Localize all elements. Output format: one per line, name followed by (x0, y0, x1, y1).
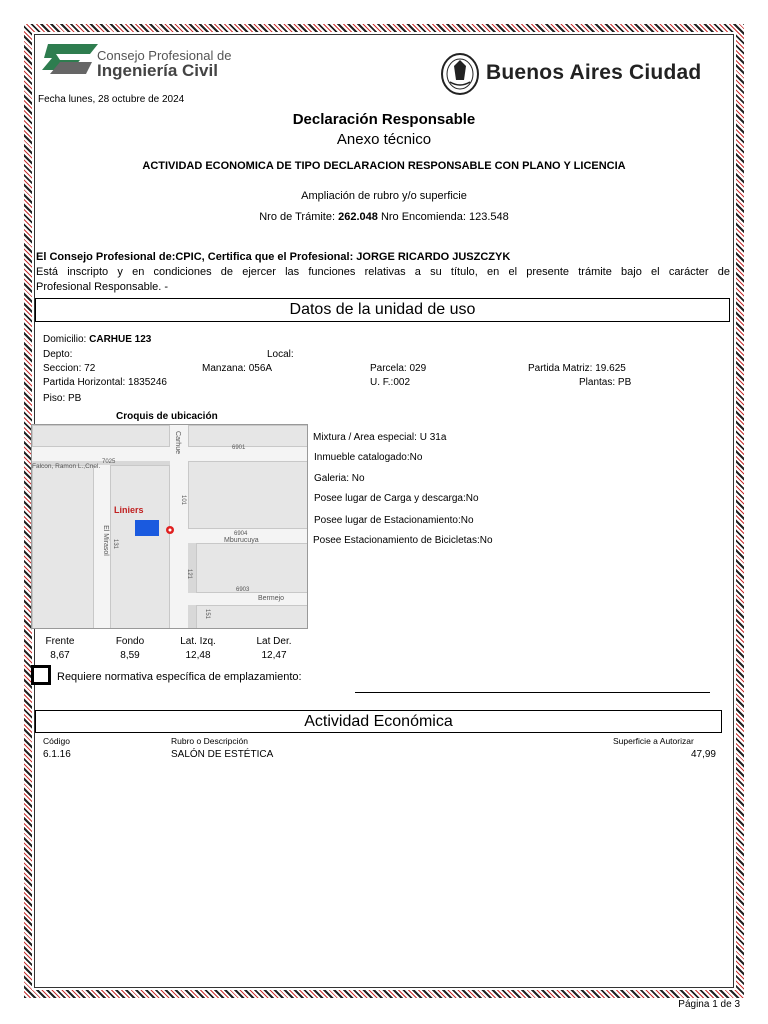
location-map (31, 424, 308, 629)
document-title: Declaración Responsable (292, 111, 476, 128)
tramite-line (34, 211, 734, 223)
partida-matriz-field: Partida Matriz: 19.625 (528, 363, 626, 374)
map-label-131: 131 (112, 538, 119, 550)
normativa-checkbox[interactable] (31, 665, 51, 685)
tramite-label: Nro de Trámite: (259, 211, 336, 223)
map-label-falcon: Falcon, Ramon L.,Cnel. (32, 463, 101, 470)
domicilio-label: Domicilio: (43, 334, 87, 345)
map-label-mirasol: El Mirasol (101, 525, 109, 556)
page-number: Página 1 de 3 (678, 999, 740, 1010)
piso-field: Piso: PB (43, 393, 82, 404)
dim-fondo-label: Fondo (115, 636, 145, 647)
certification-line: El Consejo Profesional de:CPIC, Certifica que el Profesional: JORGE RICARDO JUSZCZYK (36, 251, 511, 263)
col-area-header: Superficie a Autorizar (613, 736, 694, 746)
dim-frente-label: Frente (45, 636, 75, 647)
map-label-101: 101 (180, 494, 187, 506)
map-label-liniers: Liniers (114, 505, 144, 515)
dim-lat-izq-value: 12,48 (185, 650, 211, 661)
city-seal-icon (440, 52, 480, 96)
partida-horizontal-field: Partida Horizontal: 1835246 (43, 377, 167, 388)
certification-text-end: Profesional Responsable. - (36, 281, 169, 293)
carga-field: Posee lugar de Carga y descarga:No (314, 493, 479, 504)
lot-marker (135, 520, 159, 536)
map-label-6904: 6904 (234, 531, 248, 537)
depto-field: Depto: (43, 349, 73, 360)
activity-area: 47,99 (690, 749, 716, 760)
procedure-text: Ampliación de rubro y/o superficie (301, 190, 467, 202)
map-label-6901: 6901 (232, 445, 246, 451)
domicilio-field (43, 334, 151, 345)
domicilio-value: CARHUE 123 (89, 334, 152, 345)
cpic-logo-icon (40, 40, 100, 78)
catalogado-field: Inmueble catalogado:No (314, 452, 423, 463)
normativa-label: Requiere normativa específica de emplazamiento: (57, 671, 302, 683)
dim-lat-izq-label: Lat. Izq. (180, 636, 216, 647)
encomienda-text: Nro Encomienda: 123.548 (380, 211, 509, 223)
map-label-6903: 6903 (236, 587, 250, 593)
col-code-header: Código (43, 736, 70, 746)
activity-type-heading: ACTIVIDAD ECONOMICA DE TIPO DECLARACION RESPONSABLE CON PLANO Y LICENCIA (142, 160, 626, 172)
parcela-field: Parcela: 029 (370, 363, 427, 374)
bicicletas-field: Posee Estacionamiento de Bicicletas:No (313, 535, 493, 546)
activity-code: 6.1.16 (43, 749, 71, 760)
date-text: Fecha lunes, 28 octubre de 2024 (38, 94, 185, 105)
map-label-bermejo: Bermejo (258, 595, 285, 602)
dim-frente-value: 8,67 (50, 650, 70, 661)
unit-section-header: Datos de la unidad de uso (35, 298, 730, 322)
certification-text: Está inscripto y en condiciones de ejercer las funciones relativas a su título, en el presente trámite bajo el carácter de (36, 266, 730, 278)
dim-fondo-value: 8,59 (120, 650, 140, 661)
local-field: Local: (267, 349, 294, 360)
croquis-title: Croquis de ubicación (116, 411, 218, 422)
map-label-7025: 7025 (102, 459, 116, 465)
mixtura-field: Mixtura / Area especial: U 31a (313, 432, 447, 443)
map-label-151: 151 (204, 608, 211, 620)
estacionamiento-field: Posee lugar de Estacionamiento:No (314, 515, 474, 526)
activity-desc: SALÓN DE ESTÉTICA (171, 749, 274, 760)
location-pin-icon (165, 522, 175, 532)
activity-section-header: Actividad Económica (35, 710, 722, 733)
dim-lat-der-label: Lat Der. (256, 636, 292, 647)
cpic-logo-line1: Consejo Profesional de (97, 48, 232, 63)
seccion-field: Seccion: 72 (43, 363, 96, 374)
tramite-value: 262.048 (338, 211, 378, 223)
dim-lat-der-value: 12,47 (261, 650, 287, 661)
cpic-logo-line2: Ingeniería Civil (97, 61, 218, 80)
map-label-carhue: Carhue (173, 431, 181, 454)
manzana-field: Manzana: 056A (202, 363, 273, 374)
map-label-mburucuya: Mburucuya (224, 537, 259, 544)
document-subtitle: Anexo técnico (336, 131, 432, 148)
plantas-field: Plantas: PB (579, 377, 632, 388)
uf-field: U. F.:002 (370, 377, 411, 388)
normativa-line (355, 692, 710, 693)
galeria-field: Galeria: No (314, 473, 365, 484)
col-desc-header: Rubro o Descripción (171, 736, 249, 746)
map-label-121: 121 (186, 568, 193, 580)
city-logo-text: Buenos Aires Ciudad (486, 61, 702, 84)
